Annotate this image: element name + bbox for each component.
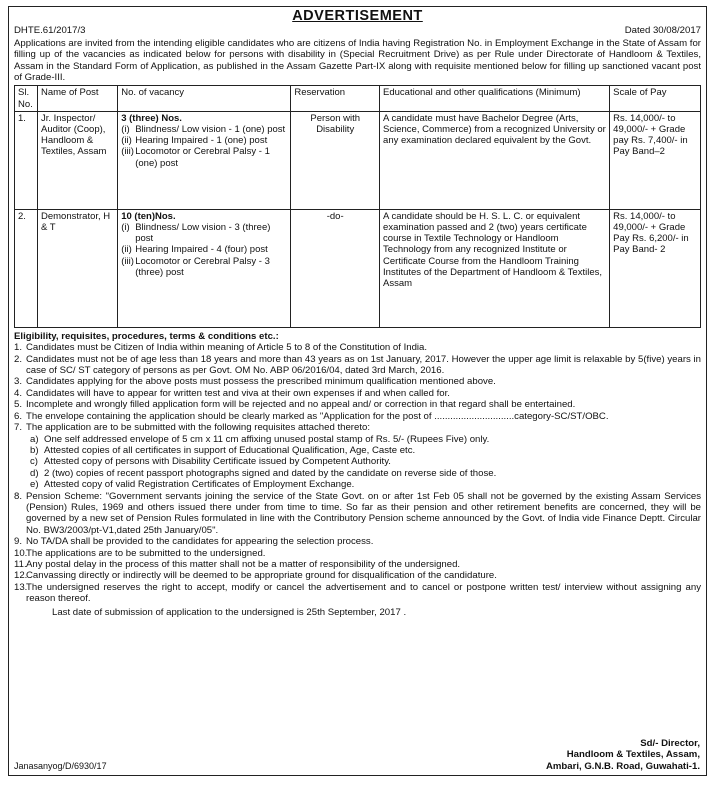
sub-text: 2 (two) copies of recent passport photographs signed and dated by the candidate on reverse side of those. <box>44 467 497 479</box>
list-item <box>14 399 701 410</box>
item-num: 7. <box>14 422 23 434</box>
list-item <box>121 135 287 146</box>
vacancy-list <box>121 124 287 169</box>
list-item <box>14 422 701 490</box>
list-item <box>30 456 701 467</box>
sub-num: a) <box>30 433 39 445</box>
reference-row <box>14 25 701 36</box>
item-num: (iii) <box>121 146 134 158</box>
item-text: Locomotor or Cerebral Palsy - 1 (one) post <box>135 146 270 169</box>
signature-line: Sd/- Director, <box>640 737 700 749</box>
header-post: Name of Post <box>37 86 117 111</box>
list-item <box>14 342 701 353</box>
row-sl: 1. <box>15 111 38 209</box>
item-text: No TA/DA shall be provided to the candidates for appearing the selection process. <box>26 536 374 548</box>
item-num: 6. <box>14 410 23 422</box>
item-num: 4. <box>14 387 23 399</box>
header-vacancy: No. of vacancy <box>118 86 291 111</box>
list-item <box>121 244 287 255</box>
vacancy-total: 3 (three) Nos. <box>121 112 182 124</box>
sub-num: c) <box>30 456 38 468</box>
vacancy-list <box>121 222 287 278</box>
advertisement-title: ADVERTISEMENT <box>292 8 423 24</box>
row-qualification: A candidate must have Bachelor Degree (Arts, Science, Commerce) from a recognized University or any examination declared equivalent by the Govt. <box>380 111 610 209</box>
item-num: (ii) <box>121 135 132 147</box>
item-num: (iii) <box>121 255 134 267</box>
requisites-list <box>26 434 701 491</box>
row-vacancy <box>118 209 291 327</box>
header-pay: Scale of Pay <box>610 86 701 111</box>
list-item <box>121 222 287 244</box>
list-item <box>14 559 701 570</box>
item-text: Incomplete and wrongly filled application form will be rejected and no appeal and/ or correction in that regard shall be entertained. <box>26 399 576 411</box>
list-item <box>14 411 701 422</box>
list-item <box>14 536 701 547</box>
item-num: 2. <box>14 353 23 365</box>
row-post: Demonstrator, H & T <box>37 209 117 327</box>
item-text: Canvassing directly or indirectly will be deemed to be appropriate ground for disqualification of the candidature. <box>26 570 497 582</box>
list-item <box>14 388 701 399</box>
item-num: 13. <box>14 581 28 593</box>
list-item <box>14 582 701 605</box>
item-num: 8. <box>14 490 23 502</box>
header-sl: Sl. No. <box>15 86 38 111</box>
list-item <box>14 570 701 581</box>
list-item <box>14 548 701 559</box>
table-row <box>15 209 701 327</box>
reference-number: DHTE.61/2017/3 <box>14 25 86 37</box>
item-text: Candidates applying for the above posts must possess the prescribed minimum qualification mentioned above. <box>26 376 496 388</box>
item-text: Pension Scheme: "Government servants joining the service of the State Govt. on or after 1st Feb 05 shall not be governed by the existing Assam Services (Pension) Rules, 1969 and others issued there under from time to time. So far as their pension and other retirement benefits are concerned, they will be governed by a new set of Pension Rules formulated in line with the Contributory Pension scheme announced by the Govt. of India vide Finance Deptt. Circular No. BW3/2003/pt-V1,dated 25th January/05". <box>26 490 701 536</box>
publication-code: Janasanyog/D/6930/17 <box>14 760 107 771</box>
list-item <box>30 468 701 479</box>
sub-text: Attested copy of valid Registration Certificates of Employment Exchange. <box>44 479 355 491</box>
sub-num: e) <box>30 479 39 491</box>
item-text: The application are to be submitted with the following requisites attached thereto: <box>26 422 370 434</box>
footer <box>14 738 700 773</box>
item-text: Hearing Impaired - 1 (one) post <box>135 135 268 147</box>
item-text: Hearing Impaired - 4 (four) post <box>135 244 268 256</box>
list-item <box>121 146 287 168</box>
item-num: 12. <box>14 570 28 582</box>
item-text: The applications are to be submitted to the undersigned. <box>26 547 266 559</box>
list-item <box>14 376 701 387</box>
row-sl: 2. <box>15 209 38 327</box>
vacancy-table-header <box>15 86 701 111</box>
item-text: Candidates will have to appear for written test and viva at their own expenses if and when called for. <box>26 387 450 399</box>
conditions-list <box>14 342 701 604</box>
item-num: 9. <box>14 536 23 548</box>
table-row <box>15 111 701 209</box>
row-reservation: -do- <box>291 209 380 327</box>
signature-block <box>546 738 700 773</box>
sub-text: One self addressed envelope of 5 cm x 11 cm affixing unused postal stamp of Rs. 5/- (Rupees Five) only. <box>44 433 490 445</box>
item-num: 11. <box>14 558 27 570</box>
item-text-wrap <box>26 422 701 490</box>
row-qualification: A candidate should be H. S. L. C. or equivalent examination passed and 2 (two) years certificate course in Textile Technology or Handloom Technology from any recognized Institute or Certificate Course from the Handloom Training Institutes of the Department of Handloom & Textiles, Assam <box>380 209 610 327</box>
sub-text: Attested copy of persons with Disability Certificate issued by Competent Authority. <box>44 456 391 468</box>
advertisement-title-wrap <box>14 8 701 24</box>
item-num: 5. <box>14 399 23 411</box>
row-pay: Rs. 14,000/- to 49,000/- + Grade Pay Rs. 6,200/- in Pay Band- 2 <box>610 209 701 327</box>
item-text: Candidates must be Citizen of India within meaning of Article 5 to 8 of the Constitution of India. <box>26 342 428 354</box>
row-reservation: Person with Disability <box>291 111 380 209</box>
item-text: Blindness/ Low vision - 3 (three) post <box>135 222 271 245</box>
list-item <box>30 445 701 456</box>
item-num: (ii) <box>121 244 132 256</box>
list-item <box>30 479 701 490</box>
list-item <box>14 354 701 377</box>
list-item <box>30 434 701 445</box>
vacancy-table <box>14 85 701 327</box>
item-text: Blindness/ Low vision - 1 (one) post <box>135 124 286 136</box>
item-num: (i) <box>121 222 130 234</box>
item-num: 3. <box>14 376 23 388</box>
item-text: Locomotor or Cerebral Palsy - 3 (three) post <box>135 255 270 278</box>
vacancy-total: 10 (ten)Nos. <box>121 210 176 222</box>
intro-paragraph: Applications are invited from the intending eligible candidates who are citizens of India having Registration No. in Employment Exchange in the State of Assam for filling up of the vacancies as indicated below for persons with disability in (Special Recruitment Drive) as per Rule under Directorate of Handloom & Textiles, Assam in the Standard Form of Application, as published in the Assam Gazette Part-IX along with requisite mentioned below for filling up sanctioned vacant post of Grade-III. <box>14 37 701 84</box>
row-post: Jr. Inspector/ Auditor (Coop), Handloom & Textiles, Assam <box>37 111 117 209</box>
advertisement-date: Dated 30/08/2017 <box>624 25 701 37</box>
item-text: Any postal delay in the process of this matter shall not be a matter of responsibility of the undersigned. <box>26 558 461 570</box>
advertisement-page <box>8 6 707 776</box>
row-pay: Rs. 14,000/- to 49,000/- + Grade pay Rs. 7,400/- in Pay Band–2 <box>610 111 701 209</box>
list-item <box>121 256 287 278</box>
header-qualification: Educational and other qualifications (Minimum) <box>380 86 610 111</box>
item-text: The envelope containing the application should be clearly marked as "Application for the post of ..............................category-SC/ST/OBC. <box>26 410 609 422</box>
sub-num: b) <box>30 444 39 456</box>
conditions-heading: Eligibility, requisites, procedures, terms & conditions etc.: <box>14 330 279 342</box>
list-item <box>14 491 701 537</box>
item-num: 1. <box>14 342 23 354</box>
item-num: 10. <box>14 547 28 559</box>
item-text: Candidates must not be of age less than 18 years and more than 43 years as on 1st January, 2017. However the upper age limit is relaxable by 5(five) years in case of SC/ ST category of persons as per Govt. OM No. ABP 06/2016/04, dated 3rd March, 2016. <box>26 353 701 377</box>
last-date-note: Last date of submission of application to the undersigned is 25th September, 2017 . <box>52 606 407 618</box>
header-reservation: Reservation <box>291 86 380 111</box>
list-item <box>121 124 287 135</box>
signature-line: Handloom & Textiles, Assam, <box>566 749 700 760</box>
item-text: The undersigned reserves the right to accept, modify or cancel the advertisement and to cancel or postpone written test/ interview without assigning any reason thereof. <box>26 581 701 605</box>
item-num: (i) <box>121 124 130 136</box>
row-vacancy <box>118 111 291 209</box>
signature-line: Ambari, G.N.B. Road, Guwahati-1. <box>545 760 700 772</box>
sub-text: Attested copies of all certificates in support of Educational Qualification, Age, Caste etc. <box>44 444 416 456</box>
sub-num: d) <box>30 467 39 479</box>
